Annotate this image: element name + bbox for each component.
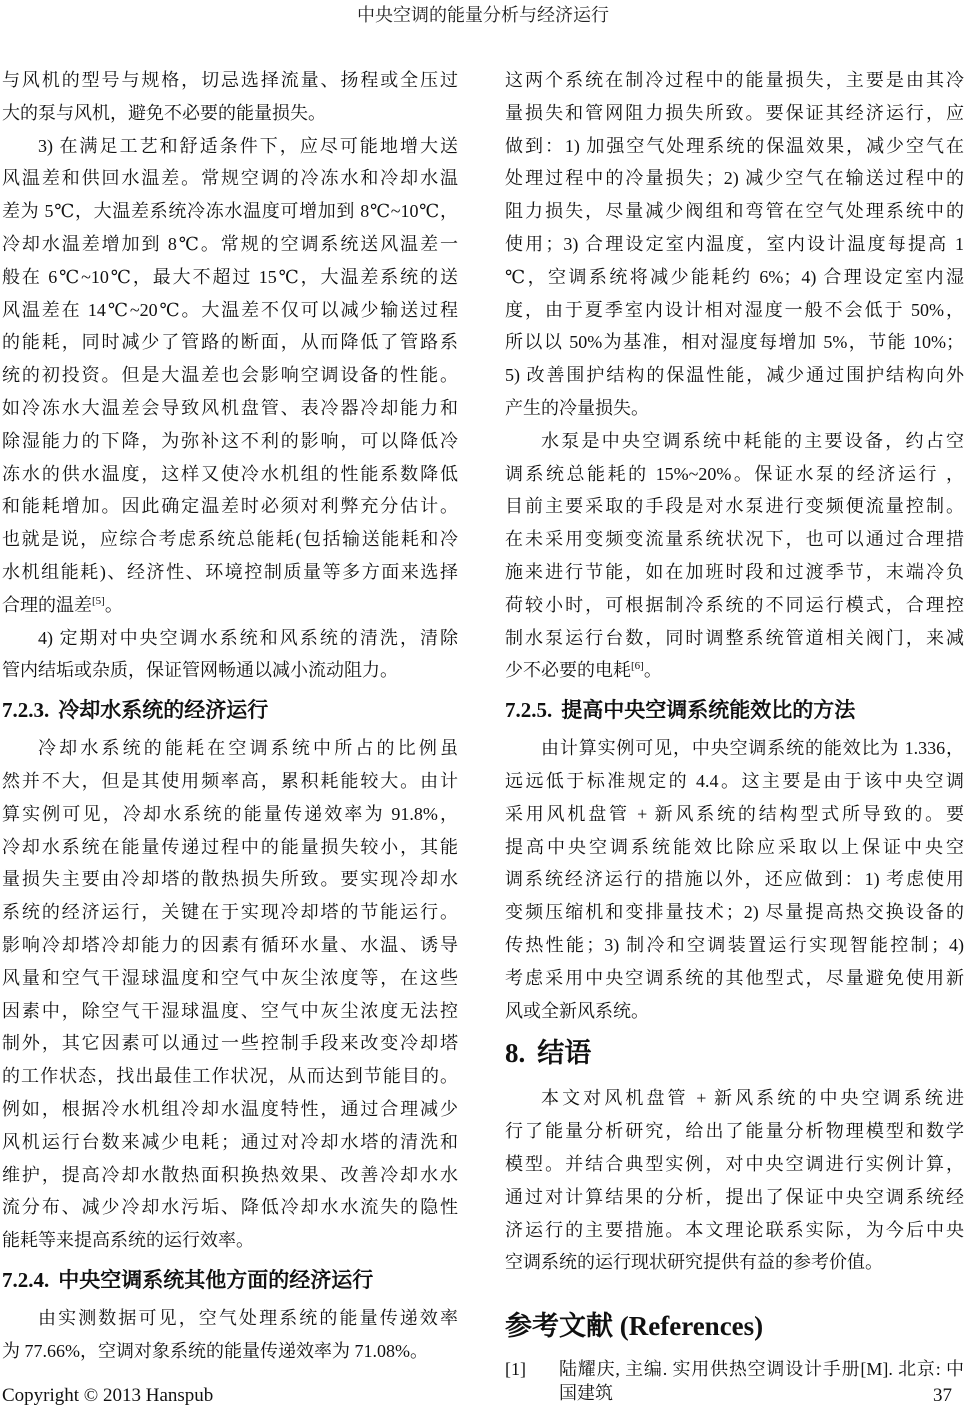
text-column-left <box>2 64 458 1405</box>
text-line: 阻力损失，尽量减少阀组和弯管在空气处理系统中的 <box>505 201 964 222</box>
text-line: 变频压缩机和变排量技术；2) 尽量提高热交换设备的 <box>505 902 964 923</box>
text-line: 所以以 50%为基准，相对湿度每增加 5%，节能 10%； <box>505 332 964 353</box>
text-line: 制外，其它因素可以通过一些控制手段来改变冷却塔 <box>2 1033 458 1054</box>
page-footer <box>2 1384 952 1408</box>
text-line: 系统的经济运行，关键在于实现冷却塔的节能运行。 <box>2 902 458 923</box>
text-line: 量损失主要由冷却塔的散热损失所致。要实现冷却水 <box>2 869 458 890</box>
text-line: 水泵是中央空调系统中耗能的主要设备，约占空 <box>541 430 964 451</box>
text-line: 如冷冻水大温差会导致风机盘管、表冷器冷却能力和 <box>2 397 458 418</box>
text-line: 由实测数据可见，空气处理系统的能量传递效率 <box>38 1307 458 1328</box>
text-line: 模型。并结合典型实例，对中央空调进行实例计算， <box>505 1153 964 1174</box>
copyright-notice: Copyright © 2013 Hanspub <box>2 1385 214 1406</box>
text-line: 这两个系统在制冷过程中的能量损失，主要是由其冷 <box>505 70 964 90</box>
text-line: 流分布、减少冷却水污垢、降低冷却水水流失的隐性 <box>2 1197 458 1218</box>
text-line: 做到：1) 加强空气处理系统的保温效果，减少空气在 <box>505 135 964 156</box>
text-line: 风温差在 14℃~20℃。大温差不仅可以减少输送过程 <box>2 299 458 320</box>
text-line: 由计算实例可见，中央空调系统的能效比为 1.336， <box>541 738 964 759</box>
text-line: 能耗等来提高系统的运行效率。 <box>2 1230 254 1251</box>
section-number: 7.2.4. <box>2 1267 50 1292</box>
text-line: 般在 6℃~10℃，最大不超过 15℃，大温差系统的送 <box>2 266 458 287</box>
section-heading <box>2 697 458 724</box>
text-line: 冻水的供水温度，这样又使冷水机组的性能系数降低 <box>2 463 458 484</box>
text-line: 量损失和管网阻力损失所致。要保证其经济运行，应 <box>505 102 964 123</box>
text-line: 考虑采用中央空调系统的其他型式，尽量避免使用新 <box>505 967 964 988</box>
text-line: 济运行的主要措施。本文理论联系实际，为今后中央 <box>505 1219 964 1240</box>
text-line: 维护，提高冷却水散热面积换热效果、改善冷却水水 <box>2 1164 458 1185</box>
text-line: 的工作状态，找出最佳工作状况，从而达到节能目的。 <box>2 1066 458 1087</box>
section-number: 8. <box>505 1038 526 1069</box>
text-line: 风量和空气干湿球温度和空气中灰尘浓度等，在这些 <box>2 967 458 988</box>
text-line: 提高中央空调系统能效比除应采取以上保证中央空 <box>505 836 964 857</box>
section-title-text: 提高中央空调系统能效比的方法 <box>561 699 856 723</box>
text-line: 产生的冷量损失。 <box>505 397 649 418</box>
section-heading <box>505 1036 964 1070</box>
text-line: 差为 5℃，大温差系统冷冻水温度可增加到 8℃~10℃， <box>2 201 458 222</box>
text-line: 风或全新风系统。 <box>505 1000 649 1021</box>
text-line: 例如，根据冷水机组冷却水温度特性，通过合理减少 <box>2 1098 458 1119</box>
text-line: 行了能量分析研究，给出了能量分析物理模型和数学 <box>505 1121 964 1142</box>
section-title-text: 中央空调系统其他方面的经济运行 <box>58 1268 374 1292</box>
text-line: 和能耗增加。因此确定温差时必须对利弊充分估计。 <box>2 496 458 517</box>
text-line: 合理的温差[5]。 <box>2 594 123 615</box>
text-line: 调系统经济运行的措施以外，还应做到：1) 考虑使用 <box>505 869 964 890</box>
text-line: 与风机的型号与规格，切忌选择流量、扬程或全压过 <box>2 70 458 90</box>
text-line: 目前主要采取的手段是对水泵进行变频便流量控制。 <box>505 496 964 517</box>
text-line: 因素中，除空气干湿球温度、空气中灰尘浓度无法控 <box>2 1000 458 1021</box>
text-line: 也就是说，应综合考虑系统总能耗(包括输送能耗和冷 <box>2 529 458 550</box>
text-line: 为 77.66%，空调对象系统的能量传递效率为 71.08%。 <box>2 1340 428 1361</box>
text-line: 本文对风机盘管 + 新风系统的中央空调系统进 <box>541 1088 964 1109</box>
text-line: 冷却水温差增加到 8℃。常规的空调系统送风温差一 <box>2 233 458 254</box>
text-line: 空调系统的运行现状研究提供有益的参考价值。 <box>505 1252 883 1273</box>
text-line: 水机组能耗)、经济性、环境控制质量等多方面来选择 <box>2 561 458 582</box>
text-line: 施来进行节能，如在加班时段和过渡季节，末端冷负 <box>505 561 964 582</box>
text-line: 3) 在满足工艺和舒适条件下，应尽可能地增大送 <box>38 135 458 156</box>
text-line: 少不必要的电耗[6]。 <box>505 660 662 681</box>
text-line: 管内结垢或杂质，保证管网畅通以减小流动阻力。 <box>2 660 398 681</box>
section-title-text: 参考文献 <box>505 1311 613 1342</box>
text-line: 冷却水系统的能耗在空调系统中所占的比例虽 <box>38 738 458 759</box>
section-heading <box>505 1309 964 1343</box>
text-line: 冷却水系统在能量传递过程中的能量损失较小，其能 <box>2 836 458 857</box>
text-line: 采用风机盘管 + 新风系统的结构型式所导致的。要 <box>505 803 964 824</box>
text-line: 5) 改善围护结构的保温性能，减少通过围护结构向外 <box>505 365 964 386</box>
text-line: 4) 定期对中央空调水系统和风系统的清洗，清除 <box>38 627 458 648</box>
citation-superscript: [6] <box>631 660 644 673</box>
section-title-text: 冷却水系统的经济运行 <box>58 699 269 723</box>
text-line: 传热性能；3) 制冷和空调装置运行实现智能控制；4) <box>505 934 964 955</box>
text-line: 算实例可见，冷却水系统的能量传递效率为 91.8%， <box>2 803 458 824</box>
reference-label: [1] <box>505 1359 526 1380</box>
two-column-body <box>0 64 966 1405</box>
text-line: 使用；3) 合理设定室内温度，室内设计温度每提高 1 <box>505 233 964 254</box>
reference-text: 陆耀庆, 主编. 实用供热空调设计手册[M]. 北京: 中国建筑 <box>559 1359 964 1404</box>
text-line: 通过对计算结果的分析，提出了保证中央空调系统经 <box>505 1186 964 1207</box>
paper-running-title: 中央空调的能量分析与经济运行 <box>357 5 609 25</box>
text-line: 除湿能力的下降，为弥补这不利的影响，可以降低冷 <box>2 430 458 451</box>
text-line: 调系统总能耗的 15%~20%。保证水泵的经济运行 ， <box>505 463 964 484</box>
text-line: 然并不大，但是其使用频率高，累积耗能较大。由计 <box>2 770 458 791</box>
text-line: 远远低于标准规定的 4.4。这主要是由于该中央空调 <box>505 770 964 791</box>
text-line: 处理过程中的冷量损失；2) 减少空气在输送过程中的 <box>505 168 964 189</box>
text-line: 在未采用变频变流量系统状况下，也可以通过合理措 <box>505 529 964 550</box>
text-line: 风机运行台数来减少电耗；通过对冷却水塔的清洗和 <box>2 1131 458 1152</box>
text-line: 风温差和供回水温差。常规空调的冷冻水和冷却水温 <box>2 168 458 189</box>
text-line: 荷较小时，可根据制冷系统的不同运行模式，合理控 <box>505 594 964 615</box>
text-line: ℃，空调系统将减少能耗约 6%；4) 合理设定室内湿 <box>505 266 964 287</box>
text-line: 大的泵与风机，避免不必要的能量损失。 <box>2 102 326 123</box>
text-line: 制水泵运行台数，同时调整系统管道相关阀门，来减 <box>505 627 964 648</box>
citation-superscript: [5] <box>92 594 105 607</box>
section-title-suffix: (References) <box>613 1311 764 1342</box>
section-number: 7.2.5. <box>505 698 553 723</box>
text-line: 统的初投资。但是大温差也会影响空调设备的性能。 <box>2 365 458 386</box>
text-line: 影响冷却塔冷却能力的因素有循环水量、水温、诱导 <box>2 934 458 955</box>
text-line: 的能耗，同时减少了管路的断面，从而降低了管路系 <box>2 332 458 353</box>
text-line: 度，由于夏季室内设计相对湿度一般不会低于 50%， <box>505 299 964 320</box>
section-heading <box>505 697 964 724</box>
section-heading <box>2 1267 458 1294</box>
section-number: 7.2.3. <box>2 698 50 723</box>
text-column-right <box>505 64 964 1405</box>
page-number: 37 <box>933 1385 952 1406</box>
section-title-text: 结语 <box>537 1038 592 1069</box>
